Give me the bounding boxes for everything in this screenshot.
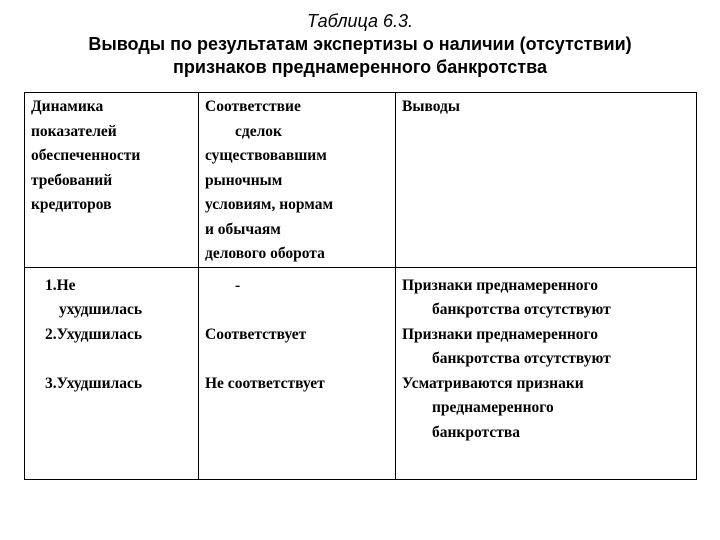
header-compliance-line: условиям, нормам [205,196,334,213]
row3-conclusion: преднамеренного [432,399,554,416]
header-conclusions-label: Выводы [402,98,460,115]
row3-conclusion: банкротства [432,423,520,441]
compliance-cell [199,267,396,480]
row3-conclusion: Усматриваются признаки [402,374,584,392]
header-dynamics [25,93,199,268]
row1-conclusion: банкротства отсутствуют [432,301,611,318]
row3-dynamics: 3.Ухудшилась [45,374,143,392]
row1-dynamics: ухудшилась [59,301,143,318]
row3-compliance: Не соответствует [205,374,325,392]
header-dynamics-line: кредиторов [31,196,112,213]
header-dynamics-line: требований [31,171,113,189]
header-compliance-line: существовавшим [205,147,327,164]
header-dynamics-line: Динамика [31,98,104,115]
row2-compliance: Соответствует [205,325,307,343]
header-compliance-line: и обычаям [205,220,281,238]
conclusions-cell [396,267,697,480]
table-title-line-1: Выводы по результатам экспертизы о наличии (отсутствии) [88,34,632,54]
row1-compliance: - [235,276,241,294]
header-row [25,93,697,268]
body-row [25,267,697,480]
table-caption [0,10,720,79]
conclusions-table [24,92,697,480]
header-compliance-line: Соответствие [205,98,301,115]
dynamics-cell [25,267,199,480]
header-compliance-line: сделок [235,122,282,140]
row1-dynamics: 1.Не [45,276,76,294]
header-dynamics-line: обеспеченности [31,147,141,164]
header-conclusions [396,93,697,268]
row2-conclusion: Признаки преднамеренного [402,325,598,343]
table-number: Таблица 6.3. [306,11,414,31]
row2-dynamics: 2.Ухудшилась [45,325,143,343]
header-dynamics-line: показателей [31,122,117,140]
header-compliance [199,93,396,268]
row1-conclusion: Признаки преднамеренного [402,276,598,294]
header-compliance-line: рыночным [205,171,283,189]
row2-conclusion: банкротства отсутствуют [432,350,611,367]
table-title-line-2: признаков преднамеренного банкротства [173,57,547,77]
header-compliance-line: делового оборота [205,245,325,262]
